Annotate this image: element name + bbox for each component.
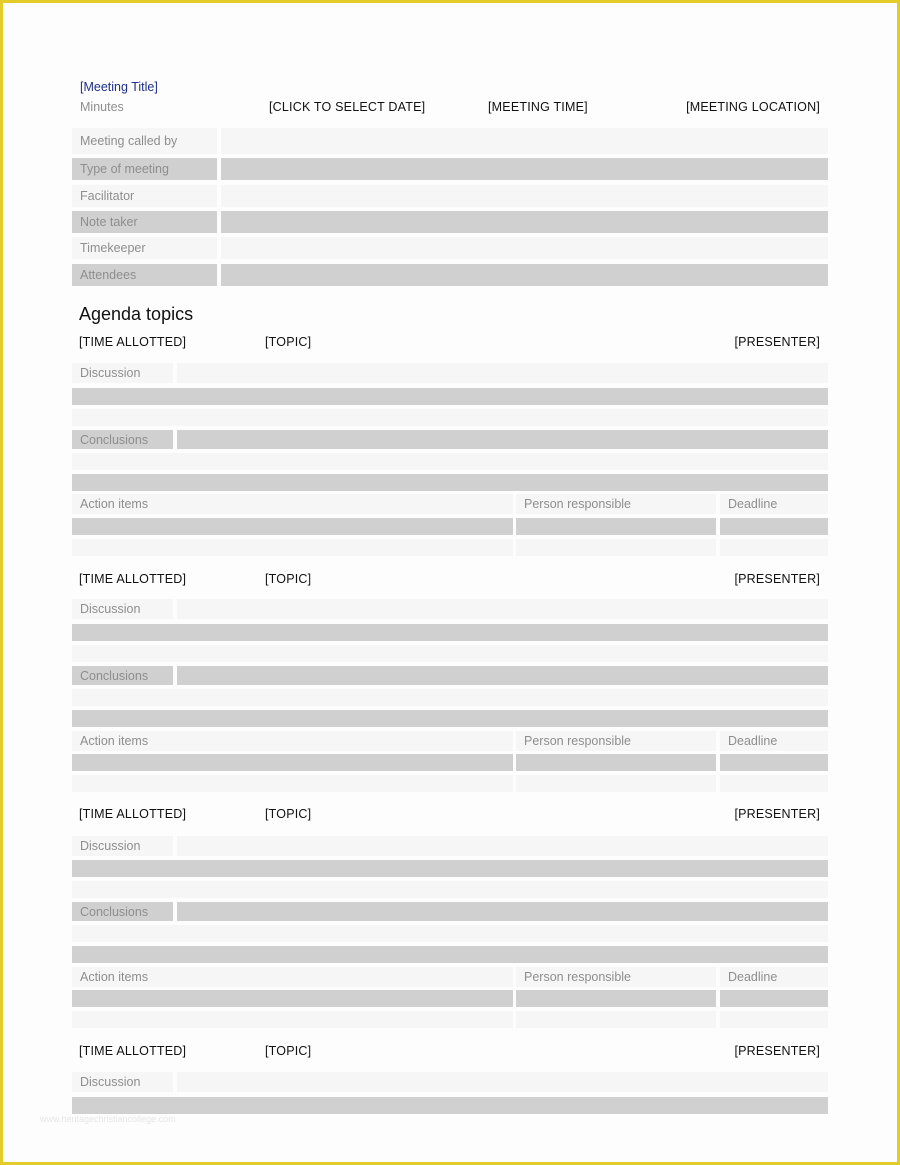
topic-title[interactable]: [TOPIC] (265, 807, 312, 821)
person-cell[interactable] (516, 1011, 716, 1028)
deadline-header: Deadline (720, 494, 828, 514)
conclusions-label: Conclusions (72, 666, 173, 685)
topic-presenter[interactable]: [PRESENTER] (734, 807, 820, 821)
info-value-called-by[interactable] (221, 128, 828, 154)
discussion-label: Discussion (72, 836, 173, 856)
conclusions-field[interactable] (177, 430, 828, 449)
info-label-facilitator: Facilitator (72, 185, 217, 207)
discussion-label: Discussion (72, 1072, 173, 1092)
topic-presenter[interactable]: [PRESENTER] (734, 1044, 820, 1058)
person-responsible-header: Person responsible (516, 731, 716, 751)
info-label-called-by: Meeting called by (72, 128, 217, 154)
deadline-cell[interactable] (720, 518, 828, 535)
action-item-cell[interactable] (72, 775, 513, 792)
action-item-cell[interactable] (72, 754, 513, 771)
discussion-line[interactable] (72, 388, 828, 405)
conclusions-field[interactable] (177, 902, 828, 921)
topic-time-allotted[interactable]: [TIME ALLOTTED] (79, 335, 187, 349)
info-label-attendees: Attendees (72, 264, 217, 286)
topic-presenter[interactable]: [PRESENTER] (734, 572, 820, 586)
action-item-cell[interactable] (72, 990, 513, 1007)
topic-title[interactable]: [TOPIC] (265, 572, 312, 586)
conclusions-label: Conclusions (72, 902, 173, 921)
discussion-line[interactable] (72, 1097, 828, 1114)
deadline-header: Deadline (720, 731, 828, 751)
person-cell[interactable] (516, 539, 716, 556)
meeting-location-field[interactable]: [MEETING LOCATION] (686, 100, 820, 114)
info-label-meeting-type: Type of meeting (72, 158, 217, 180)
conclusions-line[interactable] (72, 453, 828, 470)
conclusions-line[interactable] (72, 946, 828, 963)
discussion-field[interactable] (177, 599, 828, 619)
info-label-note-taker: Note taker (72, 211, 217, 233)
topic-title[interactable]: [TOPIC] (265, 335, 312, 349)
deadline-cell[interactable] (720, 754, 828, 771)
info-value-attendees[interactable] (221, 264, 828, 286)
action-item-cell[interactable] (72, 539, 513, 556)
deadline-cell[interactable] (720, 990, 828, 1007)
topic-presenter[interactable]: [PRESENTER] (734, 335, 820, 349)
discussion-label: Discussion (72, 363, 173, 383)
deadline-header: Deadline (720, 967, 828, 987)
discussion-field[interactable] (177, 363, 828, 383)
person-cell[interactable] (516, 775, 716, 792)
deadline-cell[interactable] (720, 775, 828, 792)
conclusions-line[interactable] (72, 710, 828, 727)
info-value-meeting-type[interactable] (221, 158, 828, 180)
info-value-note-taker[interactable] (221, 211, 828, 233)
conclusions-field[interactable] (177, 666, 828, 685)
topic-time-allotted[interactable]: [TIME ALLOTTED] (79, 807, 187, 821)
info-value-facilitator[interactable] (221, 185, 828, 207)
conclusions-label: Conclusions (72, 430, 173, 449)
discussion-line[interactable] (72, 645, 828, 662)
action-items-header: Action items (72, 494, 513, 514)
info-value-timekeeper[interactable] (221, 237, 828, 259)
discussion-field[interactable] (177, 1072, 828, 1092)
person-cell[interactable] (516, 518, 716, 535)
topic-time-allotted[interactable]: [TIME ALLOTTED] (79, 572, 187, 586)
person-responsible-header: Person responsible (516, 494, 716, 514)
conclusions-line[interactable] (72, 689, 828, 706)
info-label-timekeeper: Timekeeper (72, 237, 217, 259)
conclusions-line[interactable] (72, 474, 828, 491)
minutes-label: Minutes (80, 100, 124, 114)
discussion-line[interactable] (72, 881, 828, 898)
conclusions-line[interactable] (72, 925, 828, 942)
discussion-line[interactable] (72, 409, 828, 426)
person-cell[interactable] (516, 754, 716, 771)
person-cell[interactable] (516, 990, 716, 1007)
discussion-line[interactable] (72, 624, 828, 641)
topic-title[interactable]: [TOPIC] (265, 1044, 312, 1058)
deadline-cell[interactable] (720, 1011, 828, 1028)
action-item-cell[interactable] (72, 518, 513, 535)
discussion-line[interactable] (72, 860, 828, 877)
topic-time-allotted[interactable]: [TIME ALLOTTED] (79, 1044, 187, 1058)
action-items-header: Action items (72, 731, 513, 751)
meeting-time-field[interactable]: [MEETING TIME] (488, 100, 588, 114)
date-field[interactable]: [CLICK TO SELECT DATE] (269, 100, 426, 114)
person-responsible-header: Person responsible (516, 967, 716, 987)
watermark: www.heritagechristiancollege.com (40, 1114, 176, 1124)
discussion-label: Discussion (72, 599, 173, 619)
action-items-header: Action items (72, 967, 513, 987)
discussion-field[interactable] (177, 836, 828, 856)
action-item-cell[interactable] (72, 1011, 513, 1028)
agenda-heading: Agenda topics (79, 304, 194, 324)
deadline-cell[interactable] (720, 539, 828, 556)
meeting-title[interactable]: [Meeting Title] (80, 80, 158, 94)
